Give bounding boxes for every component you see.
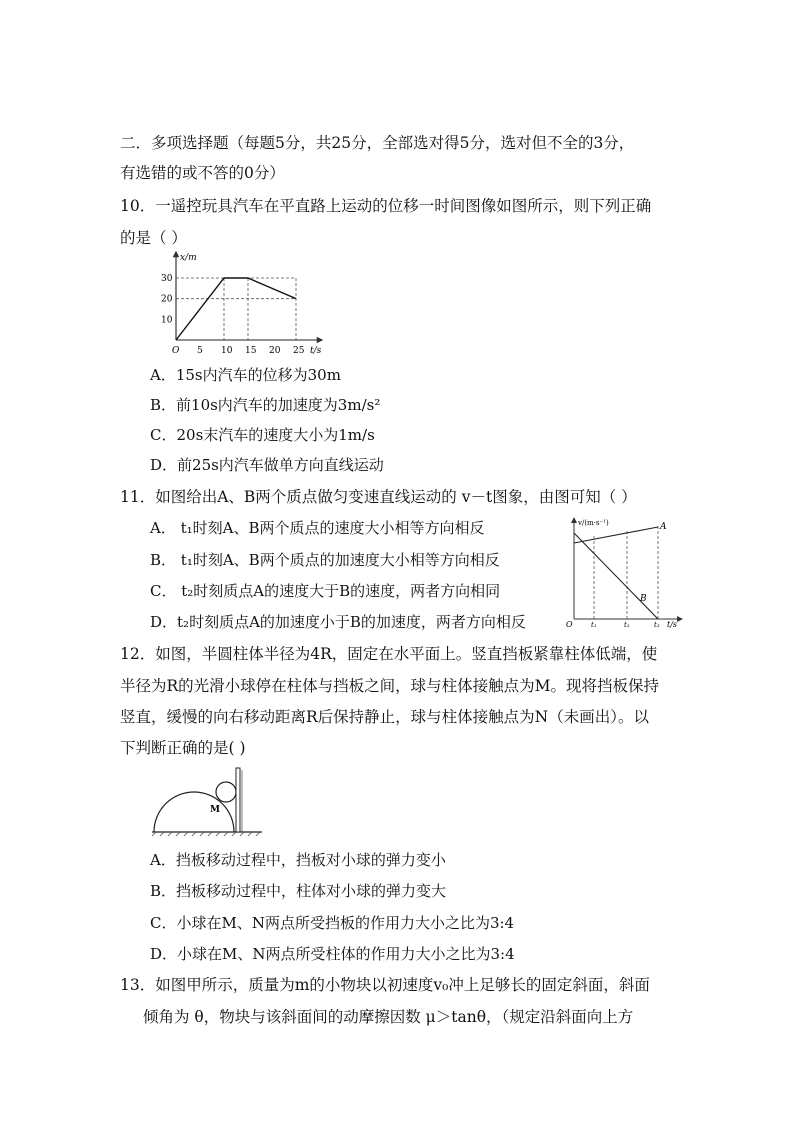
q10-x-tick-5: 5 bbox=[197, 346, 203, 356]
q12-stem-line-1: 12．如图，半圆柱体半径为4R，固定在水平面上。竖直挡板紧靠柱体低端，使 bbox=[120, 645, 658, 663]
q12-option-c: C．小球在M、N两点所受挡板的作用力大小之比为3:4 bbox=[150, 914, 515, 932]
q10-y-tick-20: 20 bbox=[161, 294, 173, 305]
q12-half-cylinder-figure bbox=[150, 766, 265, 836]
q12-option-a: A．挡板移动过程中，挡板对小球的弹力变小 bbox=[150, 851, 446, 869]
q11-tick-t1: t₁ bbox=[591, 621, 597, 628]
q10-data-line bbox=[176, 278, 296, 340]
q12-stem-line-2: 半径为R的光滑小球停在柱体与挡板之间，球与柱体接触点为M。现将挡板保持 bbox=[120, 677, 660, 695]
q10-stem-line-2: 的是（ ） bbox=[120, 229, 187, 247]
q12-stem-line-4: 下判断正确的是( ) bbox=[120, 739, 246, 757]
q11-tick-t3: t₃ bbox=[654, 621, 660, 628]
q10-y-label: x/m bbox=[180, 253, 197, 263]
q11-option-d: D．t₂时刻质点A的加速度小于B的加速度，两者方向相反 bbox=[150, 613, 526, 631]
q12-small-ball bbox=[216, 782, 236, 802]
q10-option-d: D．前25s内汽车做单方向直线运动 bbox=[150, 456, 384, 474]
q10-x-tick-20: 20 bbox=[269, 346, 281, 356]
q11-label-b: B bbox=[640, 594, 647, 604]
q11-option-c: C． t₂时刻质点A的速度大于B的速度，两者方向相同 bbox=[150, 582, 501, 600]
q10-option-a: A．15s内汽车的位移为30m bbox=[150, 366, 341, 384]
q10-xt-graph bbox=[160, 250, 340, 360]
q10-x-tick-15: 15 bbox=[245, 346, 257, 356]
q13-stem-line-1: 13．如图甲所示，质量为m的小物块以初速度v₀冲上足够长的固定斜面，斜面 bbox=[120, 976, 650, 994]
q11-option-b: B． t₁时刻A、B两个质点的加速度大小相等方向相反 bbox=[150, 551, 500, 569]
q10-x-tick-10: 10 bbox=[221, 346, 233, 356]
q11-y-label: v/(m·s⁻¹) bbox=[578, 519, 609, 527]
q11-line-a bbox=[574, 527, 658, 543]
q11-tick-t2: t₂ bbox=[624, 621, 630, 628]
q10-x-label: t/s bbox=[310, 346, 322, 356]
q10-x-tick-25: 25 bbox=[293, 346, 305, 356]
q10-option-c: C．20s末汽车的速度大小为1m/s bbox=[150, 426, 375, 444]
q11-line-b bbox=[574, 533, 658, 619]
q10-option-b: B．前10s内汽车的加速度为3m/s² bbox=[150, 396, 381, 414]
q11-stem-line-1: 11．如图给出A、B两个质点做匀变速直线运动的 v－t图象，由图可知（ ） bbox=[120, 488, 637, 506]
q11-origin: O bbox=[566, 620, 573, 628]
q12-point-m-label: M bbox=[210, 805, 220, 815]
q12-option-d: D．小球在M、N两点所受柱体的作用力大小之比为3:4 bbox=[150, 945, 515, 963]
q12-baffle bbox=[236, 768, 240, 832]
q10-x-tick-O: O bbox=[172, 346, 180, 356]
q10-y-tick-30: 30 bbox=[161, 274, 173, 284]
q11-option-a: A． t₁时刻A、B两个质点的速度大小相等方向相反 bbox=[150, 519, 485, 537]
section-heading-line-1: 二．多项选择题（每题5分，共25分，全部选对得5分，选对但不全的3分， bbox=[120, 134, 635, 152]
q11-label-a: A bbox=[660, 522, 667, 532]
q10-y-tick-10: 10 bbox=[161, 315, 173, 326]
q12-stem-line-3: 竖直，缓慢的向右移动距离R后保持静止，球与柱体接触点为N（未画出）。以 bbox=[120, 708, 649, 726]
q11-x-label: t/s bbox=[667, 620, 678, 628]
q12-option-b: B．挡板移动过程中，柱体对小球的弹力变大 bbox=[150, 882, 447, 900]
q10-stem-line-1: 10．一遥控玩具汽车在平直路上运动的位移一时间图像如图所示，则下列正确 bbox=[120, 197, 652, 215]
section-heading-line-2: 有选错的或不答的0分） bbox=[120, 164, 285, 182]
q11-vt-graph bbox=[562, 516, 687, 628]
q13-stem-line-2: 倾角为 θ，物块与该斜面间的动摩擦因数 μ＞tanθ，（规定沿斜面向上方 bbox=[143, 1008, 634, 1026]
